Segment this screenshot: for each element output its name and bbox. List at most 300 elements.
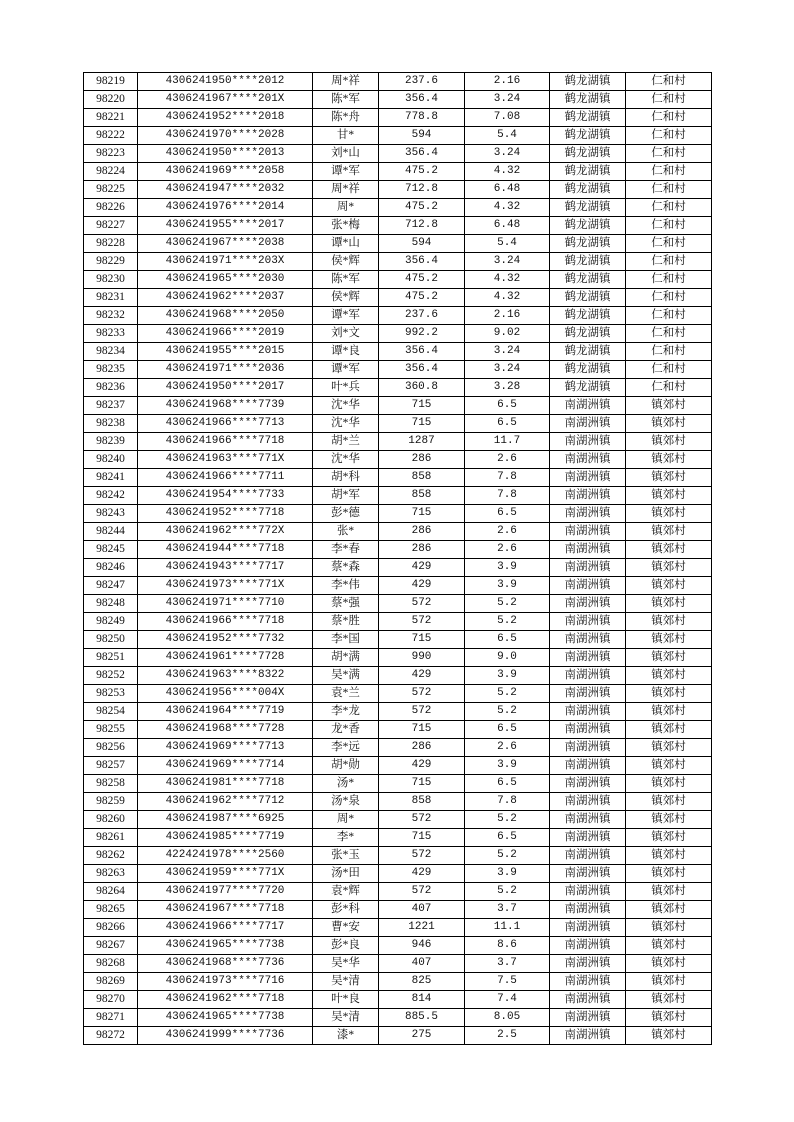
area-cell: 4.32 [465, 199, 550, 217]
town-cell: 南湖洲镇 [550, 1027, 626, 1045]
village-cell: 镇郊村 [626, 811, 712, 829]
table-row [84, 325, 712, 343]
row-number-cell: 98262 [84, 847, 138, 865]
town-cell: 南湖洲镇 [550, 541, 626, 559]
id-number-cell: 4306241952****2018 [138, 109, 313, 127]
area-cell: 3.9 [465, 865, 550, 883]
name-cell: 谭*山 [313, 235, 379, 253]
table-row [84, 991, 712, 1009]
row-number-cell: 98220 [84, 91, 138, 109]
row-number-cell: 98261 [84, 829, 138, 847]
amount-cell: 858 [379, 487, 465, 505]
table-row [84, 811, 712, 829]
id-number-cell: 4224241978****2560 [138, 847, 313, 865]
name-cell: 蔡*森 [313, 559, 379, 577]
town-cell: 南湖洲镇 [550, 721, 626, 739]
town-cell: 南湖洲镇 [550, 775, 626, 793]
row-number-cell: 98221 [84, 109, 138, 127]
name-cell: 谭*军 [313, 163, 379, 181]
area-cell: 5.2 [465, 685, 550, 703]
town-cell: 南湖洲镇 [550, 649, 626, 667]
row-number-cell: 98264 [84, 883, 138, 901]
name-cell: 叶*良 [313, 991, 379, 1009]
amount-cell: 275 [379, 1027, 465, 1045]
name-cell: 周*祥 [313, 73, 379, 91]
row-number-cell: 98252 [84, 667, 138, 685]
town-cell: 南湖洲镇 [550, 433, 626, 451]
id-number-cell: 4306241966****7717 [138, 919, 313, 937]
town-cell: 南湖洲镇 [550, 865, 626, 883]
area-cell: 9.02 [465, 325, 550, 343]
amount-cell: 715 [379, 721, 465, 739]
id-number-cell: 4306241969****2058 [138, 163, 313, 181]
amount-cell: 572 [379, 847, 465, 865]
data-table [83, 72, 712, 1045]
village-cell: 仁和村 [626, 361, 712, 379]
id-number-cell: 4306241962****7718 [138, 991, 313, 1009]
village-cell: 镇郊村 [626, 775, 712, 793]
amount-cell: 356.4 [379, 145, 465, 163]
row-number-cell: 98240 [84, 451, 138, 469]
amount-cell: 715 [379, 415, 465, 433]
id-number-cell: 4306241944****7718 [138, 541, 313, 559]
amount-cell: 475.2 [379, 289, 465, 307]
amount-cell: 1221 [379, 919, 465, 937]
name-cell: 彭*良 [313, 937, 379, 955]
id-number-cell: 4306241952****7718 [138, 505, 313, 523]
table-row [84, 289, 712, 307]
amount-cell: 715 [379, 631, 465, 649]
table-row [84, 559, 712, 577]
name-cell: 漆* [313, 1027, 379, 1045]
area-cell: 3.9 [465, 577, 550, 595]
village-cell: 仁和村 [626, 343, 712, 361]
village-cell: 仁和村 [626, 199, 712, 217]
name-cell: 李*国 [313, 631, 379, 649]
name-cell: 胡*满 [313, 649, 379, 667]
name-cell: 汤*田 [313, 865, 379, 883]
town-cell: 南湖洲镇 [550, 667, 626, 685]
table-row [84, 631, 712, 649]
village-cell: 仁和村 [626, 73, 712, 91]
row-number-cell: 98257 [84, 757, 138, 775]
id-number-cell: 4306241977****7720 [138, 883, 313, 901]
row-number-cell: 98247 [84, 577, 138, 595]
area-cell: 9.0 [465, 649, 550, 667]
table-row [84, 883, 712, 901]
row-number-cell: 98265 [84, 901, 138, 919]
row-number-cell: 98224 [84, 163, 138, 181]
amount-cell: 572 [379, 883, 465, 901]
table-row [84, 307, 712, 325]
name-cell: 沈*华 [313, 451, 379, 469]
row-number-cell: 98269 [84, 973, 138, 991]
table-row [84, 919, 712, 937]
table-row [84, 649, 712, 667]
name-cell: 胡*勋 [313, 757, 379, 775]
id-number-cell: 4306241952****7732 [138, 631, 313, 649]
amount-cell: 825 [379, 973, 465, 991]
table-row [84, 541, 712, 559]
village-cell: 镇郊村 [626, 415, 712, 433]
name-cell: 汤*泉 [313, 793, 379, 811]
table-row [84, 397, 712, 415]
amount-cell: 407 [379, 955, 465, 973]
row-number-cell: 98227 [84, 217, 138, 235]
village-cell: 镇郊村 [626, 991, 712, 1009]
amount-cell: 712.8 [379, 217, 465, 235]
area-cell: 5.2 [465, 613, 550, 631]
town-cell: 南湖洲镇 [550, 595, 626, 613]
row-number-cell: 98243 [84, 505, 138, 523]
name-cell: 李*伟 [313, 577, 379, 595]
amount-cell: 885.5 [379, 1009, 465, 1027]
amount-cell: 429 [379, 577, 465, 595]
village-cell: 镇郊村 [626, 739, 712, 757]
table-row [84, 361, 712, 379]
village-cell: 镇郊村 [626, 433, 712, 451]
row-number-cell: 98234 [84, 343, 138, 361]
table-row [84, 793, 712, 811]
row-number-cell: 98254 [84, 703, 138, 721]
area-cell: 3.24 [465, 91, 550, 109]
name-cell: 谭*军 [313, 307, 379, 325]
town-cell: 南湖洲镇 [550, 703, 626, 721]
village-cell: 镇郊村 [626, 397, 712, 415]
amount-cell: 594 [379, 127, 465, 145]
row-number-cell: 98248 [84, 595, 138, 613]
table-row [84, 901, 712, 919]
row-number-cell: 98272 [84, 1027, 138, 1045]
amount-cell: 429 [379, 865, 465, 883]
town-cell: 南湖洲镇 [550, 955, 626, 973]
village-cell: 仁和村 [626, 289, 712, 307]
name-cell: 胡*军 [313, 487, 379, 505]
village-cell: 镇郊村 [626, 721, 712, 739]
amount-cell: 237.6 [379, 307, 465, 325]
amount-cell: 356.4 [379, 343, 465, 361]
town-cell: 南湖洲镇 [550, 1009, 626, 1027]
id-number-cell: 4306241964****7719 [138, 703, 313, 721]
table-row [84, 739, 712, 757]
area-cell: 2.16 [465, 307, 550, 325]
area-cell: 2.6 [465, 451, 550, 469]
village-cell: 镇郊村 [626, 451, 712, 469]
village-cell: 镇郊村 [626, 829, 712, 847]
area-cell: 8.6 [465, 937, 550, 955]
town-cell: 鹤龙湖镇 [550, 271, 626, 289]
id-number-cell: 4306241976****2014 [138, 199, 313, 217]
village-cell: 镇郊村 [626, 703, 712, 721]
amount-cell: 1287 [379, 433, 465, 451]
id-number-cell: 4306241966****7718 [138, 433, 313, 451]
name-cell: 吴*华 [313, 955, 379, 973]
town-cell: 鹤龙湖镇 [550, 91, 626, 109]
town-cell: 南湖洲镇 [550, 577, 626, 595]
village-cell: 镇郊村 [626, 919, 712, 937]
table-row [84, 1027, 712, 1045]
town-cell: 南湖洲镇 [550, 883, 626, 901]
town-cell: 鹤龙湖镇 [550, 307, 626, 325]
area-cell: 2.6 [465, 541, 550, 559]
village-cell: 仁和村 [626, 325, 712, 343]
row-number-cell: 98249 [84, 613, 138, 631]
town-cell: 南湖洲镇 [550, 505, 626, 523]
table-row [84, 775, 712, 793]
town-cell: 鹤龙湖镇 [550, 343, 626, 361]
town-cell: 鹤龙湖镇 [550, 73, 626, 91]
table-row [84, 343, 712, 361]
id-number-cell: 4306241963****771X [138, 451, 313, 469]
table-row [84, 595, 712, 613]
village-cell: 镇郊村 [626, 793, 712, 811]
table-row [84, 1009, 712, 1027]
amount-cell: 572 [379, 595, 465, 613]
row-number-cell: 98229 [84, 253, 138, 271]
table-row [84, 487, 712, 505]
town-cell: 鹤龙湖镇 [550, 181, 626, 199]
amount-cell: 475.2 [379, 163, 465, 181]
row-number-cell: 98235 [84, 361, 138, 379]
village-cell: 镇郊村 [626, 937, 712, 955]
area-cell: 6.5 [465, 775, 550, 793]
town-cell: 鹤龙湖镇 [550, 199, 626, 217]
id-number-cell: 4306241971****203X [138, 253, 313, 271]
table-row [84, 217, 712, 235]
table-row [84, 757, 712, 775]
id-number-cell: 4306241950****2012 [138, 73, 313, 91]
name-cell: 袁*辉 [313, 883, 379, 901]
amount-cell: 715 [379, 505, 465, 523]
village-cell: 镇郊村 [626, 883, 712, 901]
amount-cell: 429 [379, 559, 465, 577]
id-number-cell: 4306241965****2030 [138, 271, 313, 289]
town-cell: 南湖洲镇 [550, 487, 626, 505]
name-cell: 蔡*胜 [313, 613, 379, 631]
amount-cell: 715 [379, 829, 465, 847]
table-row [84, 271, 712, 289]
table-row [84, 937, 712, 955]
id-number-cell: 4306241981****7718 [138, 775, 313, 793]
amount-cell: 572 [379, 685, 465, 703]
row-number-cell: 98230 [84, 271, 138, 289]
area-cell: 8.05 [465, 1009, 550, 1027]
area-cell: 3.9 [465, 559, 550, 577]
id-number-cell: 4306241962****2037 [138, 289, 313, 307]
name-cell: 曹*安 [313, 919, 379, 937]
village-cell: 镇郊村 [626, 901, 712, 919]
village-cell: 镇郊村 [626, 847, 712, 865]
id-number-cell: 4306241966****2019 [138, 325, 313, 343]
name-cell: 谭*军 [313, 361, 379, 379]
table-row [84, 703, 712, 721]
village-cell: 仁和村 [626, 253, 712, 271]
row-number-cell: 98268 [84, 955, 138, 973]
amount-cell: 475.2 [379, 271, 465, 289]
amount-cell: 858 [379, 793, 465, 811]
village-cell: 镇郊村 [626, 595, 712, 613]
village-cell: 镇郊村 [626, 865, 712, 883]
id-number-cell: 4306241971****2036 [138, 361, 313, 379]
village-cell: 镇郊村 [626, 577, 712, 595]
row-number-cell: 98250 [84, 631, 138, 649]
village-cell: 镇郊村 [626, 685, 712, 703]
id-number-cell: 4306241955****2017 [138, 217, 313, 235]
table-row [84, 523, 712, 541]
village-cell: 镇郊村 [626, 1009, 712, 1027]
table-row [84, 415, 712, 433]
area-cell: 3.24 [465, 343, 550, 361]
name-cell: 侯*辉 [313, 253, 379, 271]
area-cell: 4.32 [465, 271, 550, 289]
row-number-cell: 98267 [84, 937, 138, 955]
area-cell: 7.8 [465, 487, 550, 505]
id-number-cell: 4306241943****7717 [138, 559, 313, 577]
amount-cell: 360.8 [379, 379, 465, 397]
amount-cell: 594 [379, 235, 465, 253]
amount-cell: 814 [379, 991, 465, 1009]
town-cell: 南湖洲镇 [550, 397, 626, 415]
area-cell: 7.8 [465, 469, 550, 487]
name-cell: 陈*舟 [313, 109, 379, 127]
table-row [84, 685, 712, 703]
amount-cell: 286 [379, 739, 465, 757]
row-number-cell: 98271 [84, 1009, 138, 1027]
name-cell: 周* [313, 199, 379, 217]
town-cell: 鹤龙湖镇 [550, 379, 626, 397]
town-cell: 南湖洲镇 [550, 919, 626, 937]
name-cell: 刘*山 [313, 145, 379, 163]
name-cell: 张* [313, 523, 379, 541]
name-cell: 甘* [313, 127, 379, 145]
table-row [84, 829, 712, 847]
row-number-cell: 98239 [84, 433, 138, 451]
amount-cell: 992.2 [379, 325, 465, 343]
town-cell: 南湖洲镇 [550, 973, 626, 991]
name-cell: 李*远 [313, 739, 379, 757]
table-row [84, 955, 712, 973]
table-row [84, 469, 712, 487]
id-number-cell: 4306241961****7728 [138, 649, 313, 667]
area-cell: 3.9 [465, 667, 550, 685]
area-cell: 11.1 [465, 919, 550, 937]
amount-cell: 356.4 [379, 361, 465, 379]
amount-cell: 858 [379, 469, 465, 487]
table-row [84, 145, 712, 163]
amount-cell: 286 [379, 523, 465, 541]
table-row [84, 163, 712, 181]
table-row [84, 973, 712, 991]
name-cell: 沈*华 [313, 397, 379, 415]
row-number-cell: 98233 [84, 325, 138, 343]
town-cell: 南湖洲镇 [550, 685, 626, 703]
id-number-cell: 4306241973****7716 [138, 973, 313, 991]
row-number-cell: 98237 [84, 397, 138, 415]
row-number-cell: 98228 [84, 235, 138, 253]
village-cell: 镇郊村 [626, 649, 712, 667]
row-number-cell: 98219 [84, 73, 138, 91]
id-number-cell: 4306241999****7736 [138, 1027, 313, 1045]
village-cell: 镇郊村 [626, 757, 712, 775]
id-number-cell: 4306241950****2017 [138, 379, 313, 397]
amount-cell: 572 [379, 613, 465, 631]
area-cell: 7.5 [465, 973, 550, 991]
area-cell: 5.2 [465, 847, 550, 865]
village-cell: 仁和村 [626, 235, 712, 253]
area-cell: 7.4 [465, 991, 550, 1009]
table-body [84, 73, 712, 1045]
area-cell: 3.9 [465, 757, 550, 775]
town-cell: 南湖洲镇 [550, 757, 626, 775]
village-cell: 仁和村 [626, 127, 712, 145]
village-cell: 镇郊村 [626, 523, 712, 541]
name-cell: 彭*德 [313, 505, 379, 523]
town-cell: 南湖洲镇 [550, 901, 626, 919]
row-number-cell: 98259 [84, 793, 138, 811]
amount-cell: 356.4 [379, 91, 465, 109]
table-row [84, 505, 712, 523]
area-cell: 6.5 [465, 721, 550, 739]
town-cell: 南湖洲镇 [550, 451, 626, 469]
amount-cell: 778.8 [379, 109, 465, 127]
area-cell: 6.48 [465, 217, 550, 235]
town-cell: 南湖洲镇 [550, 469, 626, 487]
village-cell: 镇郊村 [626, 955, 712, 973]
table-row [84, 865, 712, 883]
town-cell: 南湖洲镇 [550, 991, 626, 1009]
amount-cell: 407 [379, 901, 465, 919]
id-number-cell: 4306241959****771X [138, 865, 313, 883]
town-cell: 南湖洲镇 [550, 829, 626, 847]
area-cell: 11.7 [465, 433, 550, 451]
row-number-cell: 98242 [84, 487, 138, 505]
table-row [84, 667, 712, 685]
amount-cell: 990 [379, 649, 465, 667]
id-number-cell: 4306241967****201X [138, 91, 313, 109]
name-cell: 刘*文 [313, 325, 379, 343]
table-row [84, 847, 712, 865]
name-cell: 李*春 [313, 541, 379, 559]
town-cell: 鹤龙湖镇 [550, 289, 626, 307]
table-row [84, 109, 712, 127]
row-number-cell: 98232 [84, 307, 138, 325]
area-cell: 7.08 [465, 109, 550, 127]
area-cell: 3.7 [465, 955, 550, 973]
row-number-cell: 98260 [84, 811, 138, 829]
town-cell: 南湖洲镇 [550, 793, 626, 811]
id-number-cell: 4306241950****2013 [138, 145, 313, 163]
amount-cell: 429 [379, 757, 465, 775]
row-number-cell: 98266 [84, 919, 138, 937]
id-number-cell: 4306241955****2015 [138, 343, 313, 361]
village-cell: 仁和村 [626, 271, 712, 289]
row-number-cell: 98222 [84, 127, 138, 145]
area-cell: 6.5 [465, 631, 550, 649]
village-cell: 镇郊村 [626, 1027, 712, 1045]
village-cell: 镇郊村 [626, 631, 712, 649]
area-cell: 2.16 [465, 73, 550, 91]
village-cell: 镇郊村 [626, 973, 712, 991]
id-number-cell: 4306241971****7710 [138, 595, 313, 613]
village-cell: 镇郊村 [626, 667, 712, 685]
id-number-cell: 4306241966****7713 [138, 415, 313, 433]
area-cell: 5.2 [465, 595, 550, 613]
id-number-cell: 4306241962****772X [138, 523, 313, 541]
area-cell: 3.7 [465, 901, 550, 919]
area-cell: 5.4 [465, 235, 550, 253]
table-row [84, 613, 712, 631]
area-cell: 6.5 [465, 829, 550, 847]
